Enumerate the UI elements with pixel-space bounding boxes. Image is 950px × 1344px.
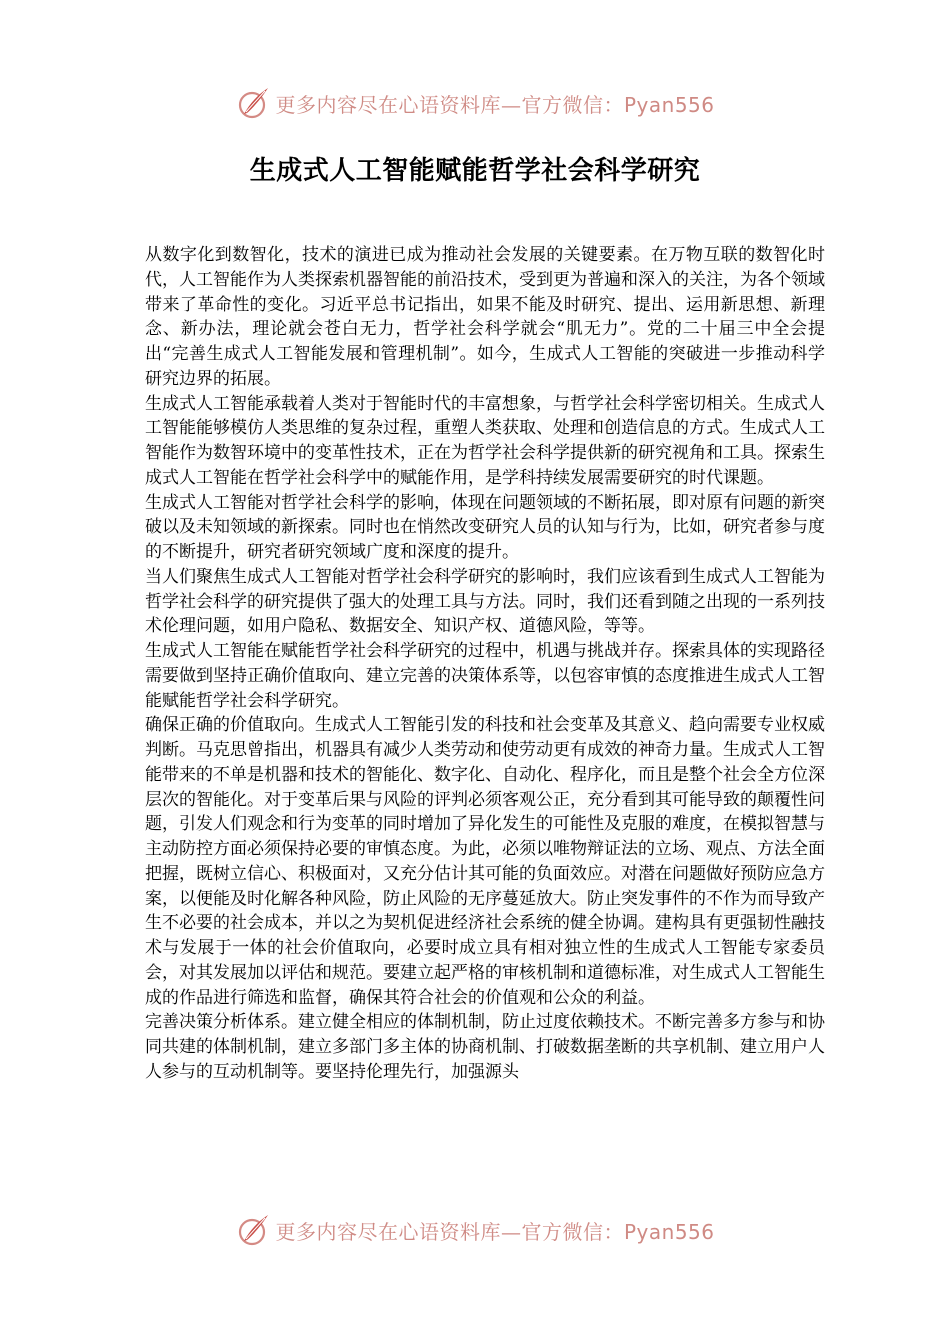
paragraph-4: 当人们聚焦生成式人工智能对哲学社会科学研究的影响时，我们应该看到生成式人工智能为哲学社会科学的研究提供了强大的处理工具与方法。同时，我们还看到随之出现的一系列技术伦理问题，如用户隐私、数据安全、知识产权、道德风险，等等。 xyxy=(145,566,825,637)
banner-wechat-handle: Pyan556 xyxy=(623,1219,715,1244)
paragraph-5: 生成式人工智能在赋能哲学社会科学研究的过程中，机遇与挑战并存。探索具体的实现路径需要做到坚持正确价值取向、建立完善的决策体系等，以包容审慎的态度推进生成式人工智能赋能哲学社会科学研究。 xyxy=(145,641,825,711)
paragraph-3: 生成式人工智能对哲学社会科学的影响，体现在问题领域的不断拓展，即对原有问题的新突破以及未知领域的新探索。同时也在悄然改变研究人员的认知与行为，比如，研究者参与度的不断提升，研究者研究领域广度和深度的提升。 xyxy=(145,492,825,562)
feather-pen-logo-icon xyxy=(235,85,271,121)
banner-text: 更多内容尽在心语资料库—官方微信：Pyan556 xyxy=(275,1219,715,1244)
header-watermark-banner xyxy=(0,83,950,123)
paragraph-7: 完善决策分析体系。建立健全相应的体制机制，防止过度依赖技术。不断完善多方参与和协同共建的体制机制，建立多部门多主体的协商机制、打破数据垄断的共享机制、建立用户人人参与的互动机制等。要坚持伦理先行，加强源头 xyxy=(145,1012,825,1082)
footer-watermark-banner xyxy=(0,1210,950,1250)
paragraph-1: 从数字化到数智化，技术的演进已成为推动社会发展的关键要素。在万物互联的数智化时代，人工智能作为人类探索机器智能的前沿技术，受到更为普遍和深入的关注，为各个领域带来了革命性的变化。习近平总书记指出，如果不能及时研究、提出、运用新思想、新理念、新办法，理论就会苍白无力，哲学社会科学就会“肌无力”。党的二十届三中全会提出“完善生成式人工智能发展和管理机制”。如今，生成式人工智能的突破进一步推动科学研究边界的拓展。 xyxy=(145,245,825,389)
document-title: 生成式人工智能赋能哲学社会科学研究 xyxy=(249,156,701,186)
banner-wechat-handle: Pyan556 xyxy=(623,92,715,117)
banner-text: 更多内容尽在心语资料库—官方微信：Pyan556 xyxy=(275,92,715,117)
document-body xyxy=(145,243,825,1085)
paragraph-6: 确保正确的价值取向。生成式人工智能引发的科技和社会变革及其意义、趋向需要专业权威判断。马克思曾指出，机器具有减少人类劳动和使劳动更有成效的神奇力量。生成式人工智能带来的不单是机器和技术的智能化、数字化、自动化、程序化，而且是整个社会全方位深层次的智能化。对于变革后果与风险的评判必须客观公正，充分看到其可能导致的颠覆性问题，引发人们观念和行为变革的同时增加了异化发生的可能性及克服的难度，在模拟智慧与主动防控方面必须保持必要的审慎态度。为此，必须以唯物辩证法的立场、观点、方法全面把握，既树立信心、积极面对，又充分估计其可能的负面效应。对潜在问题做好预防应急方案，以便能及时化解各种风险，防止风险的无序蔓延放大。防止突发事件的不作为而导致产生不必要的社会成本，并以之为契机促进经济社会系统的健全协调。建构具有更强韧性融技术与发展于一体的社会价值取向，必要时成立具有相对独立性的生成式人工智能专家委员会，对其发展加以评估和规范。要建立起严格的审核机制和道德标准，对生成式人工智能生成的作品进行筛选和监督，确保其符合社会的价值观和公众的利益。 xyxy=(145,715,825,1008)
feather-pen-logo-icon xyxy=(235,1212,271,1248)
paragraph-2: 生成式人工智能承载着人类对于智能时代的丰富想象，与哲学社会科学密切相关。生成式人工智能能够模仿人类思维的复杂过程，重塑人类获取、处理和创造信息的方式。生成式人工智能作为数智环境中的变革性技术，正在为哲学社会科学提供新的研究视角和工具。探索生成式人工智能在哲学社会科学中的赋能作用，是学科持续发展需要研究的时代课题。 xyxy=(145,393,825,488)
